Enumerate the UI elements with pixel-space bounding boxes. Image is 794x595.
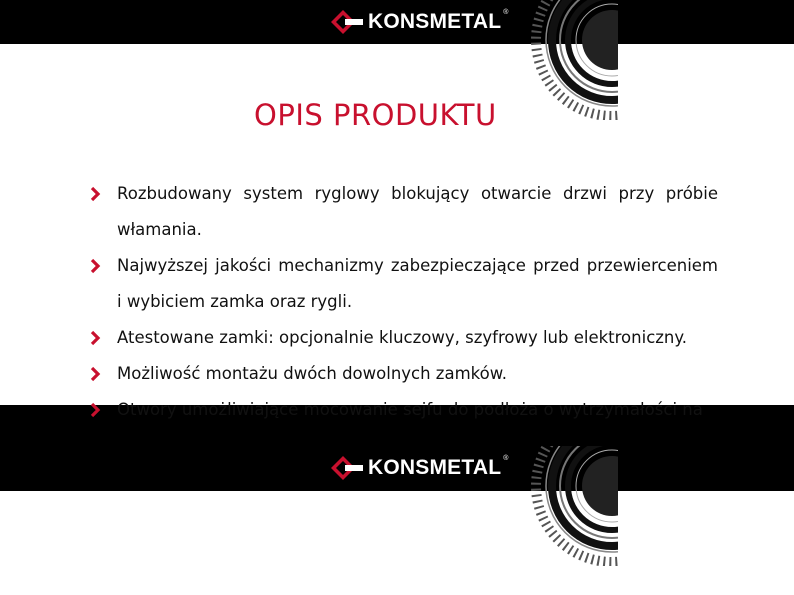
chevron-right-icon: [88, 364, 102, 384]
bullet-text: Otwory umożliwiające mocowanie sejfu do podłoża o wytrzymałości na: [117, 400, 703, 419]
bullet-text: Rozbudowany system ryglowy blokujący otwarcie drzwi przy próbie włamania.: [117, 184, 718, 239]
chevron-right-icon: [88, 184, 102, 204]
chevron-right-icon: [88, 400, 102, 420]
brand-logo-repeat: [330, 455, 508, 481]
list-item: [88, 176, 718, 248]
chevron-right-icon: [88, 256, 102, 276]
registered-mark: ®: [503, 9, 509, 16]
bullet-text: Najwyższej jakości mechanizmy zabezpieczające przed przewierceniem i wybiciem zamka oraz rygli.: [117, 256, 718, 311]
list-item: [88, 392, 718, 428]
slide-title: OPIS PRODUKTU: [254, 98, 497, 132]
list-item: [88, 248, 718, 320]
chevron-right-icon: [88, 328, 102, 348]
combination-dial-icon: [494, 446, 634, 566]
konsmetal-logo-icon: [330, 9, 364, 35]
list-item: [88, 320, 718, 356]
bullet-text: Atestowane zamki: opcjonalnie kluczowy, szyfrowy lub elektroniczny.: [117, 328, 688, 347]
product-description-list: [88, 176, 718, 428]
bullet-text: Możliwość montażu dwóch dowolnych zamków.: [117, 364, 507, 383]
combination-dial-icon: [494, 0, 634, 120]
brand-name: KONSMETAL: [368, 10, 502, 33]
brand-logo: [330, 9, 508, 35]
brand-name: KONSMETAL: [368, 456, 502, 479]
registered-mark: ®: [503, 455, 509, 462]
konsmetal-logo-icon: [330, 455, 364, 481]
list-item: [88, 356, 718, 392]
